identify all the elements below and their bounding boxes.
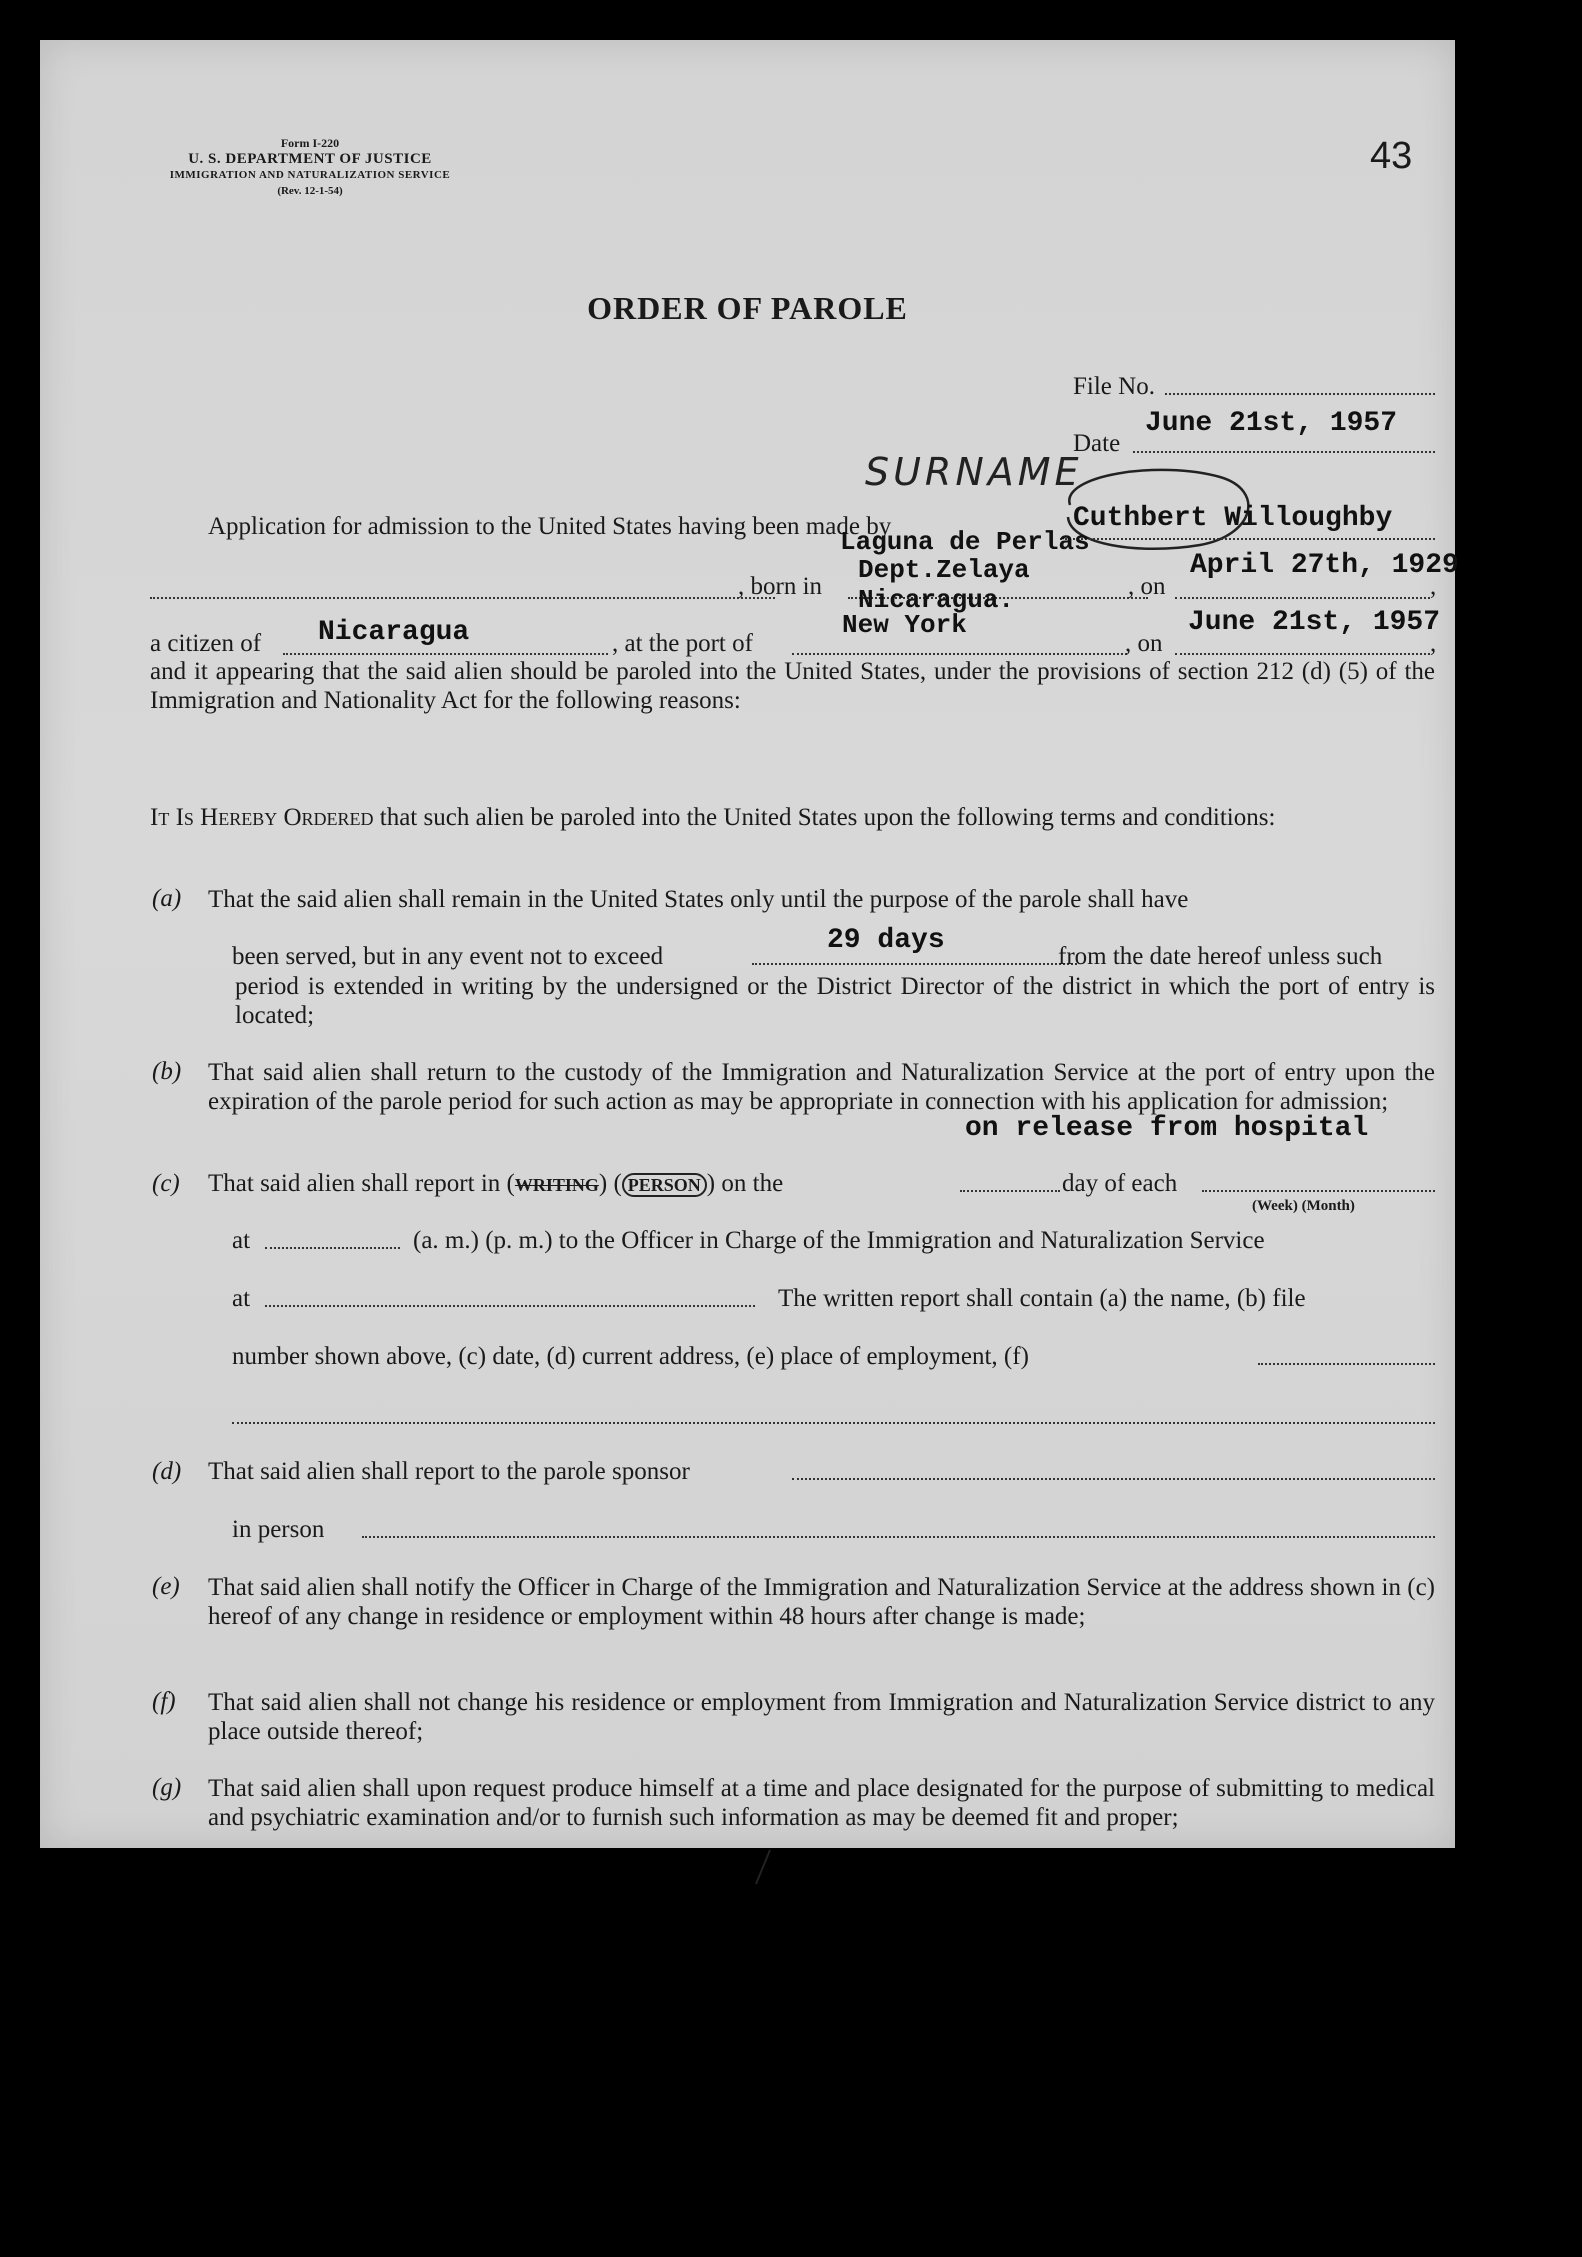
week-month-caption: (Week) (Month): [1252, 1198, 1355, 1214]
document-title: ORDER OF PAROLE: [587, 290, 908, 326]
born-in-label: , born in: [738, 573, 823, 600]
parole-duration: 29 days: [827, 925, 945, 956]
condition-c-line-3: The written report shall contain (a) the name, (b) file: [778, 1285, 1306, 1312]
condition-c-text-c: ) on the: [706, 1170, 784, 1197]
condition-d-line-2: in person: [232, 1516, 325, 1543]
order-text: that such alien be paroled into the United States upon the following terms and conditions:: [373, 804, 1276, 831]
birth-date-on-label: , on: [1128, 573, 1166, 600]
condition-c-label: (c): [152, 1170, 180, 1197]
time-line: [265, 1247, 400, 1249]
comma-2: ,: [1430, 630, 1437, 657]
citizenship: Nicaragua: [318, 617, 470, 648]
arrival-on-label: , on: [1125, 630, 1163, 657]
condition-d-label: (d): [152, 1458, 182, 1485]
period-line: [1202, 1190, 1435, 1192]
port-line: [792, 653, 1127, 655]
birthplace-line-2: Dept.Zelaya: [858, 555, 1030, 585]
document-page: [40, 40, 1459, 1848]
citizenship-line: [283, 653, 608, 655]
birthplace-line-1: Laguna de Perlas: [840, 527, 1090, 557]
file-no-line: [1165, 393, 1435, 395]
arrival-date-line: [1175, 653, 1430, 655]
applicant-name: Cuthbert Willoughby: [1073, 503, 1393, 534]
in-person-line: [362, 1536, 1435, 1538]
form-header: [120, 135, 500, 199]
citizen-of-label: a citizen of: [150, 630, 262, 657]
application-intro: Application for admission to the United States having been made by: [208, 513, 892, 540]
condition-a-line-2-start: been served, but in any event not to exceed: [232, 943, 664, 970]
condition-c-text-b: ) (: [598, 1170, 622, 1197]
condition-b-label: (b): [152, 1058, 182, 1085]
order-paragraph: [150, 803, 1435, 832]
condition-c-at-2: at: [232, 1285, 251, 1312]
condition-g-label: (g): [152, 1774, 182, 1801]
writing-struck: WRITING: [514, 1175, 599, 1195]
page-number: 43: [1370, 135, 1413, 177]
condition-a-label: (a): [152, 885, 182, 912]
handwritten-surname-note: SURNAME: [865, 450, 1083, 494]
applicant-line: [1060, 538, 1435, 540]
day-of-each-label: day of each: [1062, 1170, 1178, 1197]
condition-e-text: That said alien shall notify the Officer in Charge of the Immigration and Naturalization Service at the address shown in (c) hereof of any change in residence or employment within 48 hours after change is made;: [208, 1574, 1435, 1630]
blank-line: [232, 1422, 1435, 1424]
condition-a-line-2-end: from the date hereof unless such: [1058, 943, 1383, 970]
date-line: [1133, 451, 1435, 453]
order-lead: It Is Hereby Ordered: [150, 804, 374, 831]
condition-c-line-2: (a. m.) (p. m.) to the Officer in Charge of the Immigration and Naturalization Service: [413, 1227, 1265, 1254]
condition-d-line-1: That said alien shall report to the parole sponsor: [208, 1458, 690, 1485]
pen-mark: [748, 1848, 778, 1888]
condition-a-line-1: That the said alien shall remain in the United States only until the purpose of the parole shall have: [208, 886, 1189, 913]
condition-e-label: (e): [152, 1573, 180, 1600]
date-label: Date: [1073, 430, 1121, 457]
reasons-paragraph: and it appearing that the said alien should be paroled into the United States, under the provisions of section 212 (d) (5) of the Immigration and Nationality Act for the following reasons:: [150, 658, 1435, 714]
condition-f-label: (f): [152, 1688, 176, 1715]
typed-hospital-note: on release from hospital: [965, 1113, 1369, 1144]
file-no-label: File No.: [1073, 373, 1155, 400]
condition-c-at-1: at: [232, 1227, 251, 1254]
birthplace-line-3: Nicaragua.: [858, 585, 1015, 615]
service-name: IMMIGRATION AND NATURALIZATION SERVICE: [169, 169, 451, 181]
date-value: June 21st, 1957: [1145, 408, 1398, 439]
form-number: Form I-220: [280, 136, 340, 150]
port-label: , at the port of: [612, 630, 753, 657]
condition-b-body: That said alien shall return to the custody of the Immigration and Naturalization Service at the port of entry upon the expiration of the parole period for such action as may be appropriate in connection with his application for admission;: [208, 1059, 1435, 1115]
arrival-date: June 21st, 1957: [1188, 607, 1441, 638]
condition-c-text-a: That said alien shall report in (: [208, 1170, 515, 1197]
condition-c-line-1: [208, 1170, 783, 1198]
comma-1: ,: [1430, 573, 1437, 600]
report-location-line: [265, 1305, 755, 1307]
other-item-line: [1258, 1363, 1435, 1365]
day-line: [960, 1190, 1060, 1192]
condition-c-line-4: number shown above, (c) date, (d) current address, (e) place of employment, (f): [232, 1343, 1029, 1370]
birth-date-line: [1175, 597, 1430, 599]
condition-b-text: [208, 1058, 1435, 1116]
condition-a-rest: period is extended in writing by the undersigned or the District Director of the district in which the port of entry is located;: [235, 973, 1435, 1029]
condition-g-text: That said alien shall upon request produce himself at a time and place designated for the purpose of submitting to medical and psychiatric examination and/or to furnish such information as may be deemed fit and proper;: [208, 1775, 1435, 1831]
department-name: U. S. DEPARTMENT OF JUSTICE: [188, 151, 432, 167]
name-continuation-line: [150, 597, 775, 599]
person-circled: PERSON: [622, 1173, 707, 1197]
parole-duration-line: [752, 963, 1077, 965]
sponsor-line: [792, 1478, 1435, 1480]
port-of-entry: New York: [842, 610, 967, 640]
condition-f-text: That said alien shall not change his residence or employment from Immigration and Naturalization Service district to any place outside thereof;: [208, 1689, 1435, 1745]
form-revision: (Rev. 12-1-54): [277, 185, 343, 197]
birth-date: April 27th, 1929: [1190, 550, 1459, 581]
